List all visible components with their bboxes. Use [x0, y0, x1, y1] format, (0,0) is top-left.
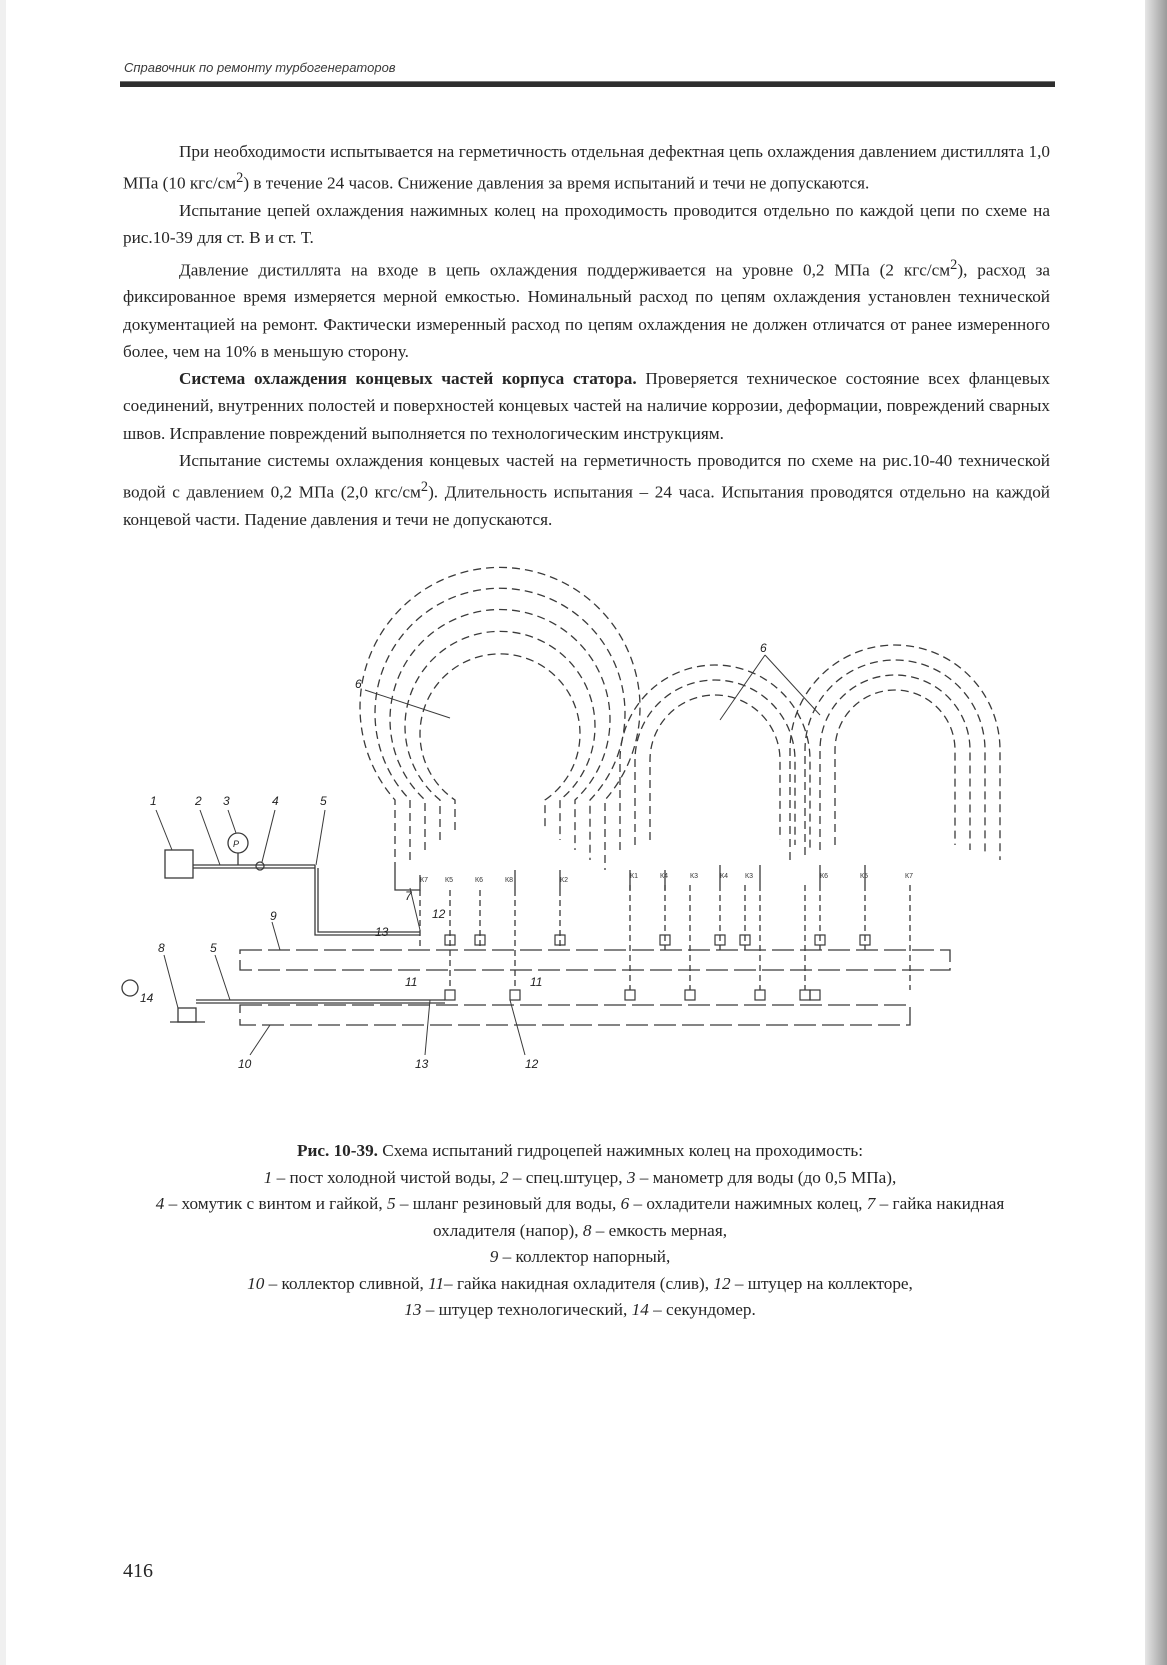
callout-12a: 12	[432, 907, 446, 921]
callout-7: 7	[405, 889, 412, 903]
circuit-label: К3	[690, 873, 698, 880]
running-header	[120, 60, 1055, 87]
circuit-label: К7	[905, 873, 913, 880]
paragraph-1: При необходимости испытывается на герметичность отдельная дефектная цепь охлаждения давлением дистиллята 1,0 МПа (10 кгс/$см^2$) в течение 24 часов. Снижение давления за время испытаний и течи не допускаются.	[123, 142, 1050, 193]
scan-edge-left	[0, 0, 6, 1665]
cooler-loop-group-2	[620, 665, 810, 850]
callout-4: 4	[272, 794, 279, 808]
paragraph-4: Система охлаждения концевых частей корпуса статора. Проверяется техническое состояние всех фланцевых соединений, внутренних полостей и поверхностей концевых частей на наличие коррозии, деформации, повреждений сварных швов. Исправление повреждений выполняется по технологическим инструкциям.	[123, 369, 1050, 443]
callout-3: 3	[223, 794, 230, 808]
callout-11a: 11	[405, 975, 418, 989]
paragraph-2: Испытание цепей охлаждения нажимных колец на проходимость проводится отдельно по каждой цепи по схеме на рис.10-39 для ст. В и ст. Т.	[123, 201, 1050, 248]
circuit-label: К7	[420, 877, 428, 884]
callout-2: 2	[195, 794, 202, 808]
scan-edge-right	[1145, 0, 1167, 1665]
circuit-label: К4	[660, 873, 668, 880]
circuit-label: К2	[560, 877, 568, 884]
fittings	[445, 935, 870, 1000]
callout-1: 1	[150, 794, 157, 808]
callout-5b: 5	[210, 941, 217, 955]
callout-5a: 5	[320, 794, 327, 808]
circuit-label: К6	[475, 877, 483, 884]
callout-14: 14	[140, 991, 154, 1005]
callout-6b: 6	[760, 641, 767, 655]
callout-11b: 11	[530, 975, 543, 989]
risers	[420, 885, 910, 990]
circuit-label: К3	[745, 873, 753, 880]
callout-9: 9	[270, 909, 277, 923]
callout-12b: 12	[525, 1057, 539, 1071]
body-text	[123, 138, 1050, 533]
cooler-loop-group-3	[790, 645, 1000, 860]
circuit-label: К5	[860, 873, 868, 880]
header-rule	[120, 81, 1055, 87]
cooling-circuit-diagram	[120, 641, 1020, 1115]
pressure-collector	[240, 950, 950, 970]
page-number: 416	[123, 1560, 153, 1582]
paragraph-5: Испытание системы охлаждения концевых частей на герметичность проводится по схеме на рис.10-40 технической водой с давлением 0,2 МПа (2,0 кгс/$см^2$). Длительность испытания – 24 часа. Испытания проводятся отдельно на каждой концевой части. Падение давления и течи не допускаются.	[123, 450, 1050, 529]
callout-10: 10	[238, 1057, 252, 1071]
callout-6a: 6	[355, 677, 362, 691]
section-heading: Система охлаждения концевых частей корпуса статора.	[179, 369, 637, 389]
callout-8: 8	[158, 941, 165, 955]
circuit-label: К4	[720, 873, 728, 880]
drain-collector	[240, 1005, 910, 1025]
callout-13b: 13	[415, 1057, 429, 1071]
callout-13a: 13	[375, 925, 389, 939]
paragraph-3: Давление дистиллята на входе в цепь охлаждения поддерживается на уровне 0,2 МПа (2 кгс/$см^2$), расход за фиксированное время измеряется мерной емкостью. Номинальный расход по цепям охлаждения установлен технической документацией на ремонт. Фактически измеренный расход по цепям охлаждения не должен отличатся от ранее измеренного более, чем на 10% в меньшую сторону.	[123, 256, 1050, 361]
circuit-label: К8	[505, 877, 513, 884]
circuit-label: К6	[820, 873, 828, 880]
cooler-loop-group-1	[360, 567, 640, 870]
header-title: Справочник по ремонту турбогенераторов	[124, 60, 396, 75]
leader-lines	[156, 655, 820, 1055]
circuit-label: К1	[630, 873, 638, 880]
supply-line	[165, 833, 420, 935]
circuit-label: К5	[445, 877, 453, 884]
drain-line	[122, 980, 445, 1022]
figure-caption: Рис. 10-39. Схема испытаний гидроцепей нажимных колец на проходимость: 1 – пост холодной чистой воды, 2 – спец.штуцер, 3 – манометр для воды (до 0,5 МПа), 4 – хомутик с винтом и гайкой, 5 – шланг резиновый для воды, 6 – охладители нажимных колец, 7 – гайка накидная охладителя (напор), 8 – емкость мерная, 9 – коллектор напорный, 10 – коллектор сливной, 11– гайка накидная охладителя (слив), 12 – штуцер на коллекторе, 13 – штуцер технологический, 14 – секундомер.	[155, 1141, 1005, 1319]
gauge-letter: Р	[233, 839, 240, 849]
